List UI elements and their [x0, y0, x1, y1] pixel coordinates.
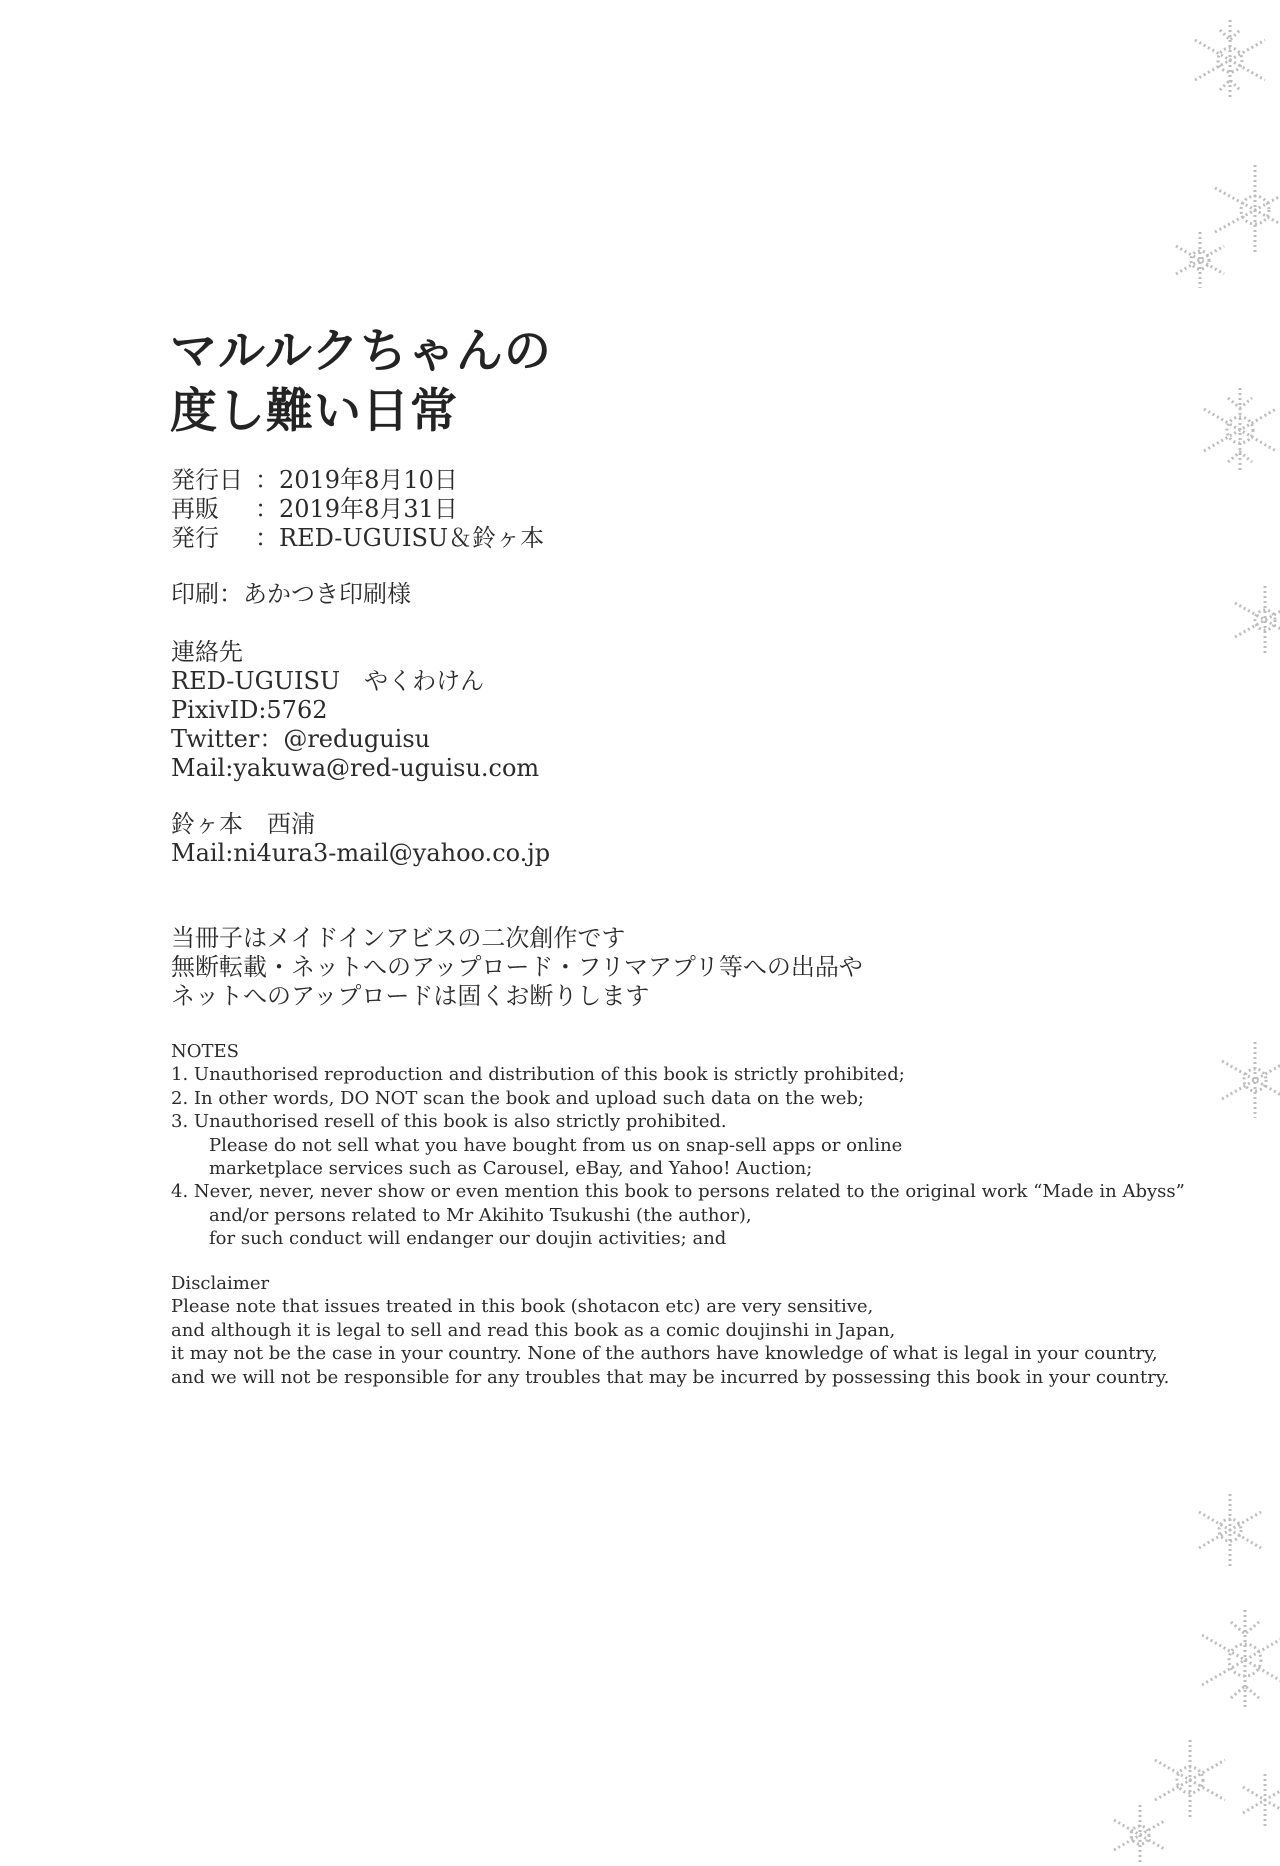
notes-line: 2. In other words, DO NOT scan the book and upload such data on the web; [171, 1087, 864, 1109]
publication-row [171, 495, 544, 524]
notes-line: 1. Unauthorised reproduction and distribution of this book is strictly prohibited; [171, 1064, 905, 1086]
book-title-line-1: マルルクちゃんの [170, 324, 552, 379]
notice-line: ネットへのアップロードは固くお断りします [171, 982, 650, 1010]
publication-label: 発行 [171, 524, 219, 552]
contact-line: Twitter：@reduguisu [171, 725, 431, 753]
disclaimer-line: and although it is legal to sell and read this book as a comic doujinshi in Japan, [171, 1319, 896, 1341]
disclaimer-line: it may not be the case in your country. None of the authors have knowledge of what is legal in your country, [171, 1343, 1158, 1365]
japanese-notice [171, 924, 863, 1011]
notes-line: 3. Unauthorised resell of this book is also strictly prohibited. [171, 1111, 727, 1133]
disclaimer-line: and we will not be responsible for any troubles that may be incurred by possessing this book in your country. [171, 1366, 1170, 1388]
contact-heading: 連絡先 [171, 638, 243, 666]
publication-value: ：RED-UGUISU＆鈴ヶ本 [255, 524, 545, 552]
notes-line: marketplace services such as Carousel, eBay, and Yahoo! Auction; [209, 1158, 813, 1180]
publication-value: ：2019年8月10日 [255, 466, 458, 494]
printing-info: 印刷：あかつき印刷様 [171, 580, 411, 608]
contact-line: 鈴ヶ本 西浦 [171, 810, 315, 838]
book-title [170, 322, 552, 442]
publication-label: 再販 [171, 495, 219, 523]
notes-line: for such conduct will endanger our doujin activities; and [209, 1228, 727, 1250]
contact-line: Mail:ni4ura3-mail@yahoo.co.jp [171, 839, 551, 867]
snowflake-border-icon [1080, 0, 1280, 1866]
publication-label: 発行日 [171, 466, 243, 494]
disclaimer-line: Please note that issues treated in this book (shotacon etc) are very sensitive, [171, 1296, 874, 1318]
notes-line: Please do not sell what you have bought from us on snap-sell apps or online [209, 1134, 903, 1156]
contact-block [171, 638, 539, 783]
publication-row [171, 466, 544, 495]
notes-line: 4. Never, never, never show or even mention this book to persons related to the original work “Made in Abyss” [171, 1181, 1185, 1203]
notes-heading: NOTES [171, 1041, 239, 1062]
notice-line: 当冊子はメイドインアビスの二次創作です [171, 924, 626, 952]
book-title-line-2: 度し難い日常 [170, 384, 458, 439]
publication-row [171, 524, 544, 553]
disclaimer-heading: Disclaimer [171, 1273, 270, 1294]
contact-line: Mail:yakuwa@red-uguisu.com [171, 754, 540, 782]
notes-section [171, 1040, 1185, 1251]
notice-line: 無断転載・ネットへのアップロード・フリマアプリ等への出品や [171, 953, 863, 981]
contact-line: RED-UGUISU やくわけん [171, 667, 485, 695]
contact-line: PixivID:5762 [171, 696, 328, 724]
publication-value: ：2019年8月31日 [255, 495, 458, 523]
contact-block-2 [171, 810, 550, 868]
notes-line: and/or persons related to Mr Akihito Tsukushi (the author), [209, 1204, 752, 1226]
disclaimer-section [171, 1272, 1169, 1389]
publication-info [171, 466, 544, 553]
